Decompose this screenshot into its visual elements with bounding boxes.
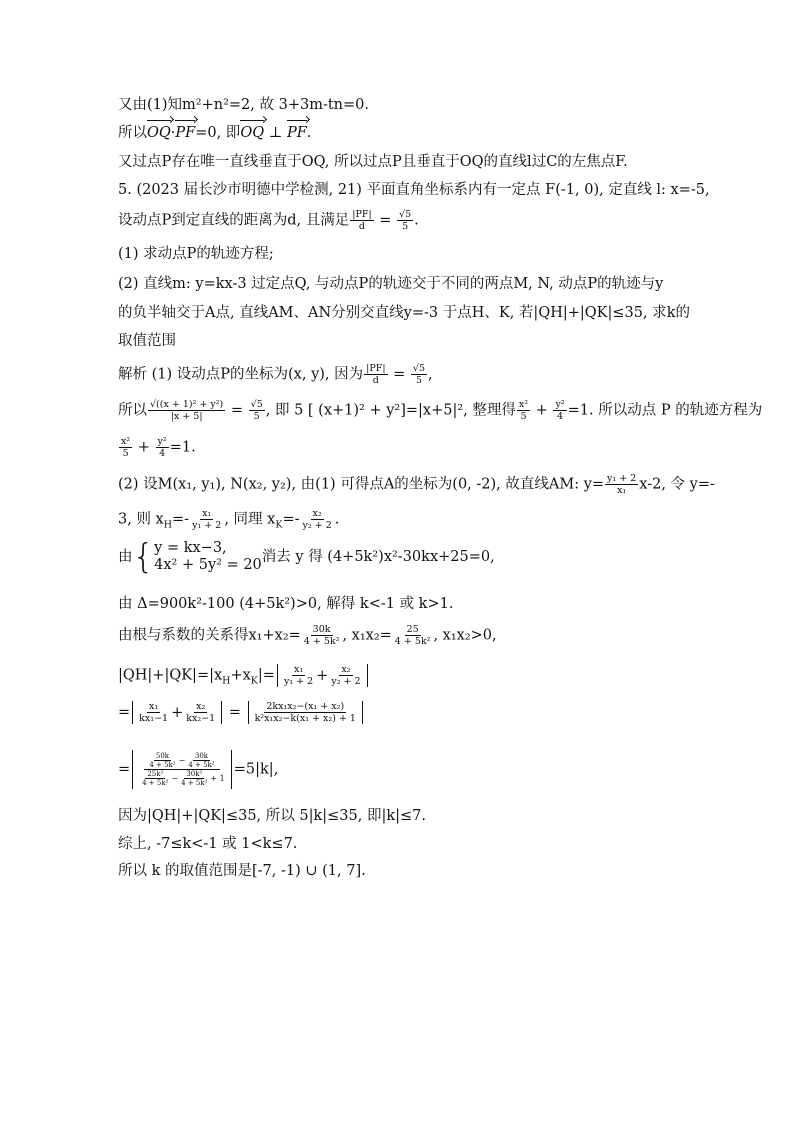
vector-pf: PF [175,125,196,141]
text-line: (1) 求动点P的轨迹方程; [118,246,274,262]
text: =1. [169,439,196,456]
equation: 4x² + 5y² = 20 [154,557,262,573]
text-line [118,624,497,647]
text-line: 又过点P存在唯一直线垂直于OQ, 所以过点P且垂直于OQ的直线l过C的左焦点F. [118,154,628,170]
fraction: $\frac{√5}{5}$ [250,399,263,422]
fraction: $\frac{30k}{\text{4 + 5k²}}$ [303,624,340,647]
subscript: K [275,519,283,531]
text-line [118,363,433,386]
text: =- [172,511,190,528]
text: 由 [118,549,133,565]
text: , x₁x₂>0, [433,627,497,644]
text: 由根与系数的关系得x₁+x₂= [118,627,301,644]
vector-pf: PF [286,125,307,141]
text-line: (2) 直线m: y=kx-3 过定点Q, 与动点P的轨迹交于不同的两点M, N, 动点P的轨迹与y [118,276,664,292]
fraction: $\frac{\text{x²}}{5}$ [518,399,529,422]
text: , 同理 x [224,511,276,528]
vector-oq: OQ [147,125,171,141]
text-line: 因为|QH|+|QK|≤35, 所以 5|k|≤35, 即|k|≤7. [118,808,427,824]
text: . [414,212,419,229]
text: , 即 5 [ (x+1)² + y²]=|x+5|², 整理得 [265,402,516,419]
left-brace: { [132,537,155,577]
text: |QH|+|QK|=|x [118,667,223,684]
text-line [118,123,311,143]
absolute-value: $\frac{50k}{\text{4 + 5k²}}$ − $\frac{30k}{\text{4 + 5k²}}$ $\frac{\text{25k²}}{\text{4 + 5k²}}$ − $\frac{\text{30k²}}{\text{4 + 5k²}}$ + 1 [132,750,232,789]
text-line [118,473,715,496]
fraction: $\frac{25}{\text{4 + 5k²}}$ [394,624,431,647]
fraction: $\frac{\text{y²}}{4}$ [555,399,565,422]
absolute-value: $\frac{\text{2kx₁x₂−(x₁ + x₂)}}{\text{k²x₁x₂−k(x₁ + x₂) + 1}}$ [248,701,363,724]
equation-system-line [118,537,495,577]
subscript: H [163,519,173,531]
text-line [118,209,419,232]
fraction: $\frac{\text{y₁ + 2}}{\text{x₁}}$ [607,473,637,496]
text: 消去 y 得 (4+5k²)x²-30kx+25=0, [261,549,495,565]
fraction: $\frac{|PF|}{d}$ [366,363,386,386]
text-line [118,399,762,422]
text: (2) 设M(x₁, y₁), N(x₂, y₂), 由(1) 可得点A的坐标为(0, -2), 故直线AM: y= [118,476,605,493]
text: . [334,511,340,528]
fraction: $\frac{√5}{5}$ [412,363,426,386]
text-line: = $\frac{\text{x₁}}{\text{kx₁−1}}$ + $\frac{\text{x₂}}{\text{kx₂−1}}$ = $\frac{\text{2kx₁x₂−(x₁ + x₂)}}{\text{k²x₁x₂−k(x₁ + x₂) + 1}}$ [118,701,365,724]
text-line: 的负半轴交于A点, 直线AM、AN分别交直线y=-3 于点H、K, 若|QH|+|QK|≤35, 求k的 [118,305,690,321]
text: , x₁x₂= [342,627,392,644]
fraction: $\frac{\text{y²}}{4}$ [157,436,167,459]
text: + [133,439,155,456]
text: 解析 (1) 设动点P的坐标为(x, y), 因为 [118,366,364,383]
text-line: 综上, -7≤k<-1 或 1<k≤7. [118,836,298,852]
text: · [170,125,176,141]
fraction: $\frac{\text{x₁}}{\text{y₁ + 2}}$ [192,508,222,531]
text: + [531,402,553,419]
text: 所以 [118,125,147,141]
text: = [226,402,248,419]
fraction: $\frac{√5}{5}$ [399,209,412,232]
text: = [374,212,397,229]
text-line: 由 Δ=900k²-100 (4+5k²)>0, 解得 k<-1 或 k>1. [118,596,454,612]
text: x-2, 令 y=- [639,476,715,493]
text: 设动点P到定直线的距离为d, 且满足 [118,212,350,229]
fraction: $\frac{\text{x²}}{5}$ [121,436,131,459]
text: 所以 [118,402,147,419]
absolute-value: $\frac{\text{x₁}}{\text{kx₁−1}}$ + $\frac{\text{x₂}}{\text{kx₂−1}}$ [132,701,222,724]
problem-heading: 5. (2023 届长沙市明德中学检测, 21) 平面直角坐标系内有一定点 F(-1, 0), 定直线 l: x=-5, [118,182,710,198]
absolute-value: $\frac{\text{x₁}}{\text{y₁ + 2}}$ + $\frac{\text{x₂}}{\text{y₂ + 2}}$ [277,664,368,687]
text-line [118,436,196,459]
text: ⊥ [264,125,287,141]
conclusion-line: 所以 k 的取值范围是[-7, -1) ∪ (1, 7]. [118,863,366,879]
fraction: $\frac{|PF|}{d}$ [352,209,372,232]
text: 3, 则 x [118,511,164,528]
text-line: 取值范围 [118,333,176,349]
text: . [306,125,312,141]
text-line: = $\frac{50k}{\text{4 + 5k²}}$ − $\frac{30k}{\text{4 + 5k²}}$ $\frac{\text{25k²}}{\text{4 + 5k²}}$ − $\frac{\text{30k²}}{\text{4 + 5k²}}$ + 1 =5|k|, [118,752,279,787]
vector-oq: OQ [240,125,265,141]
text: =- [282,511,300,528]
text-line: $|QH|+|QK|=|x_H+x_K|=$ $\frac{\text{x₁}}{\text{y₁ + 2}}$ + $\frac{\text{x₂}}{\text{y₂ + 2}}$ [118,664,370,691]
text-line [118,508,339,535]
equation: y = kx−3, [154,540,227,556]
text-line: 又由(1)知m²+n²=2, 故 3+3m-tn=0. [118,97,370,113]
text: , [428,366,433,383]
equation-system [132,537,262,577]
fraction: $\frac{\text{√((x + 1)² + y²)}}{|x + 5|}$ [150,399,224,422]
fraction: $\frac{\text{x₂}}{\text{y₂ + 2}}$ [302,508,332,531]
text: =1. 所以动点 P 的轨迹方程为 [567,402,763,419]
text: =0, 即 [195,125,241,141]
text: = [388,366,410,383]
